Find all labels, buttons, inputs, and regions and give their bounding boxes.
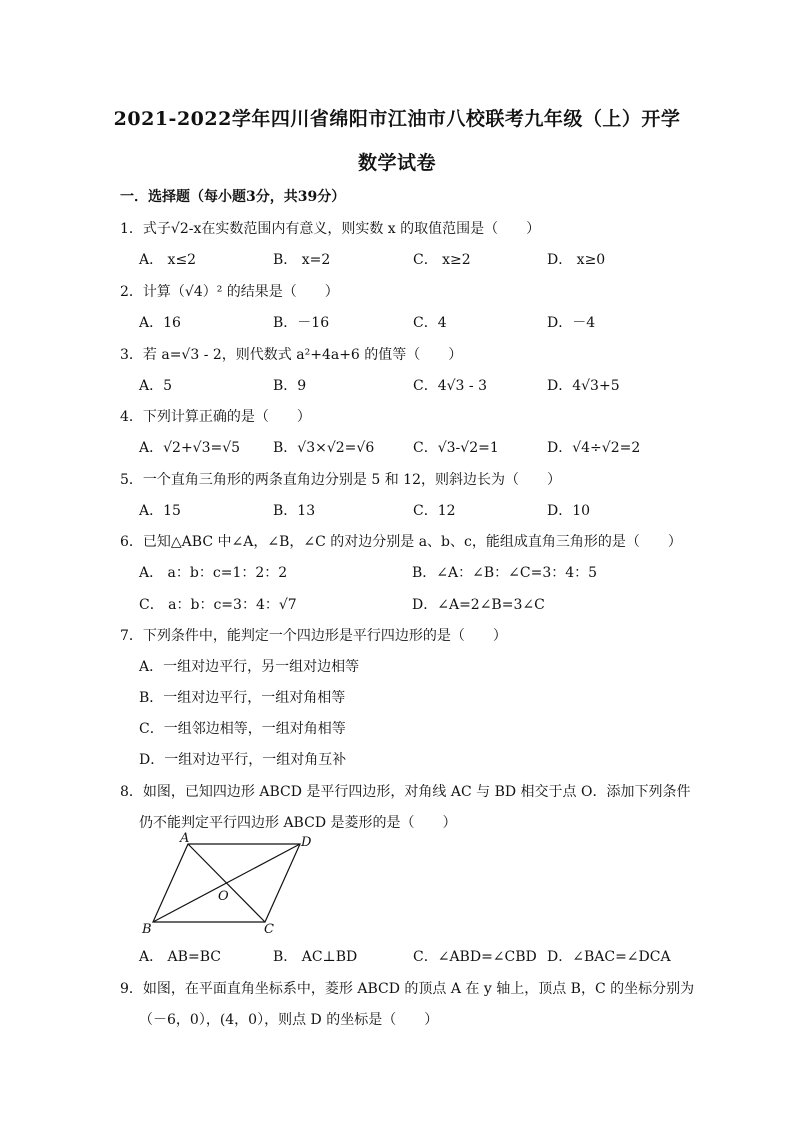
question-1-stem: 1．式子√2-x在实数范围内有意义，则实数 x 的取值范围是（ ）	[120, 221, 541, 237]
section-heading: 一．选择题（每小题3分，共39分）	[120, 189, 346, 205]
q4-option-c: C．√3-√2=1	[413, 440, 499, 456]
q2-option-b: B．－16	[273, 315, 330, 331]
question-2-stem: 2．计算（√4）² 的结果是（ ）	[120, 284, 339, 300]
q6-option-a: A． a：b：c=1：2：2	[139, 565, 288, 581]
q1-option-a: A． x≤2	[139, 252, 197, 268]
q7-option-a: A．一组对边平行，另一组对边相等	[139, 659, 360, 675]
q5-option-c: C．12	[413, 503, 456, 519]
q8-option-c: C．∠ABD=∠CBD	[413, 949, 537, 965]
q3-option-c: C．4√3 - 3	[413, 378, 487, 394]
q8-option-a: A． AB=BC	[139, 949, 221, 965]
q2-option-d: D．－4	[547, 315, 596, 331]
center-label-o: O	[218, 889, 229, 904]
q5-option-d: D．10	[547, 503, 591, 519]
vertex-label-c: C	[264, 922, 274, 937]
q6-option-c: C． a：b：c=3：4：√7	[139, 597, 297, 613]
question-8-stem-line2: 仍不能判定平行四边形 ABCD 是菱形的是（ ）	[139, 815, 457, 831]
question-9-stem-line1: 9．如图，在平面直角坐标系中，菱形 ABCD 的顶点 A 在 y 轴上，顶点 B，C 的坐标分别为	[120, 981, 695, 997]
q8-option-d: D．∠BAC=∠DCA	[547, 949, 671, 965]
question-5-stem: 5．一个直角三角形的两条直角边分别是 5 和 12，则斜边长为（ ）	[120, 472, 561, 488]
question-9-stem-line2: （－6，0），(4，0），则点 D 的坐标是（ ）	[139, 1012, 439, 1028]
q7-option-b: B．一组对边平行，一组对角相等	[139, 690, 346, 706]
q1-option-c: C． x≥2	[413, 252, 471, 268]
question-6-stem: 6．已知△ABC 中∠A，∠B，∠C 的对边分别是 a、b、c，能组成直角三角形的是（ ）	[120, 534, 682, 550]
q2-option-c: C．4	[413, 315, 447, 331]
q8-option-b: B． AC⊥BD	[273, 949, 358, 965]
q3-option-d: D．4√3+5	[547, 378, 620, 394]
parallelogram-figure	[138, 832, 328, 937]
q7-option-d: D．一组对边平行，一组对角互补	[139, 752, 347, 768]
q3-option-a: A．5	[139, 378, 173, 394]
diagonal-bd	[153, 844, 300, 922]
q2-option-a: A．16	[139, 315, 181, 331]
exam-title-line1: 2021-2022学年四川省绵阳市江油市八校联考九年级（上）开学	[113, 108, 681, 130]
q7-option-c: C．一组邻边相等，一组对角相等	[139, 721, 346, 737]
q3-option-b: B．9	[273, 378, 307, 394]
vertex-label-b: B	[142, 922, 152, 937]
question-4-stem: 4．下列计算正确的是（ ）	[120, 409, 311, 425]
question-3-stem: 3．若 a=√3 - 2，则代数式 a²+4a+6 的值等（ ）	[120, 347, 463, 363]
q6-option-d: D．∠A=2∠B=3∠C	[412, 597, 545, 613]
q6-option-b: B．∠A：∠B：∠C=3：4：5	[412, 565, 598, 581]
q1-option-b: B． x=2	[273, 252, 331, 268]
vertex-label-d: D	[301, 835, 312, 850]
q5-option-a: A．15	[139, 503, 181, 519]
q4-option-b: B．√3×√2=√6	[273, 440, 375, 456]
q5-option-b: B．13	[273, 503, 316, 519]
vertex-label-a: A	[180, 832, 190, 846]
question-8-stem-line1: 8．如图，已知四边形 ABCD 是平行四边形，对角线 AC 与 BD 相交于点 O．添加下列条件	[120, 784, 691, 800]
q4-option-d: D．√4÷√2=2	[547, 440, 641, 456]
question-7-stem: 7．下列条件中，能判定一个四边形是平行四边形的是（ ）	[120, 628, 507, 644]
exam-title-line2: 数学试卷	[357, 152, 436, 174]
q4-option-a: A．√2+√3=√5	[139, 440, 241, 456]
q1-option-d: D． x≥0	[547, 252, 606, 268]
